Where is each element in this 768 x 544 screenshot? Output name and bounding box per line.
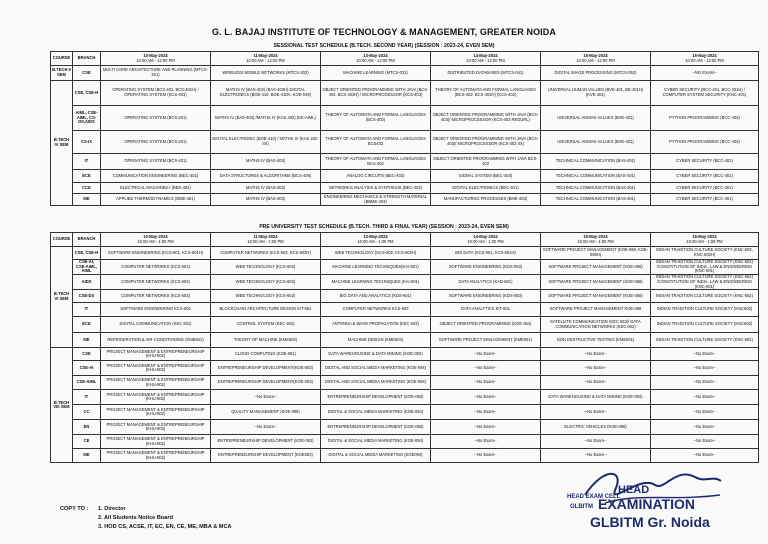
subject-cell: --No Exam-- <box>431 420 541 435</box>
exam-time: 10:00 AM - 12:00 PM <box>246 57 285 63</box>
third-final-heading: PRE UNIVERSITY TEST SCHEDULE (B.TECH. THIRD & FINAL YEAR) (SESSION : 2023-24, EVEN SEM) <box>259 224 509 230</box>
subject-cell: ELECTRICAL MACHINES-I (BEE-402) <box>101 183 211 194</box>
date-header <box>321 233 431 247</box>
subject-cell: MACHINE LEARNING TECHNIQUES(KAI-601) <box>321 260 431 275</box>
subject-cell: MATHS IV (BAS-403) /MATHS IV (KAS 402) (KE-AIML) <box>211 106 321 131</box>
date-header <box>431 52 541 66</box>
subject-cell: --No Exam-- <box>541 435 651 449</box>
subject-cell: BLOCKCHAIN ARCHITECTURE DESIGN KIT-061 <box>211 303 321 317</box>
subject-cell: OBJECT ORIENTED PROGRAMMING WITH JAVA (BCS-403)/ MICROPROCESSOR (KCS-403 REGURL) <box>431 106 541 131</box>
subject-cell: --No Exam-- <box>431 390 541 405</box>
subject-cell: SOFTWARE PROJECT MANAGEMENT (KOE-068) <box>541 290 651 303</box>
schedule-row <box>51 405 759 420</box>
subject-cell: PROJECT MANAGEMENT & ENTREPRENEURSHIP (KHU-802) <box>101 348 211 361</box>
subject-cell: PROJECT MANAGEMENT & ENTREPRENEURSHIP (KHU-802) <box>101 420 211 435</box>
stamp-glbitm: GLBITM <box>570 504 593 510</box>
exam-time: 10:00 AM - 1:00 PM <box>357 238 394 244</box>
date-header <box>211 52 321 66</box>
subject-cell: DIGITAL AND SOCIAL MEDIA MARKETING (KOE-094) <box>321 361 431 376</box>
exam-date: 13-May-2024 <box>363 52 388 58</box>
subject-cell: SOFTWARE PROJECT MANAGEMENT KOE-068 <box>541 303 651 317</box>
subject-cell: --No Exam-- <box>651 376 759 390</box>
schedule-row <box>51 131 759 154</box>
subject-cell: ANALOG CIRCUITS (BEC-403) <box>321 170 431 183</box>
subject-cell: MACHINE LEARNING TECHNIQUES (KAI-601) <box>321 275 431 290</box>
schedule-row <box>51 361 759 376</box>
subject-cell: SOFTWARE ENGINEERING KCS-601 <box>101 303 211 317</box>
stamp-examination: EXAMINATION <box>598 496 695 512</box>
subject-cell: SOFTWARE PROJECT MANAGEMENT (KME061) <box>431 333 541 348</box>
subject-cell: --No Exam-- <box>431 435 541 449</box>
exam-date: 16-May-2024 <box>692 233 717 239</box>
header-row <box>51 52 759 66</box>
subject-cell: UNIVERSAL HUMAN VALUES (BVE-401) <box>541 106 651 131</box>
subject-cell: --No Exam-- <box>541 348 651 361</box>
branch-cell: AIDS <box>73 275 101 290</box>
subject-cell: SOFTWARE PROJECT MANAGEMENT (KOE-068) <box>541 260 651 275</box>
subject-cell: --No Exam-- <box>651 390 759 405</box>
subject-cell: PROJECT MANAGEMENT & ENTREPRENEURSHIP (KHU-802) <box>101 376 211 390</box>
schedule-row <box>51 376 759 390</box>
exam-date: 16-May-2024 <box>692 52 717 58</box>
subject-cell: OBJECT ORIENTED PROGRAMMING (KOE 064) <box>431 317 541 333</box>
course-cell: B.TECH VI SEM <box>51 247 73 348</box>
exam-date: 11-May-2024 <box>253 233 278 239</box>
subject-cell: COMPUTER NETWORKS (KCS-603, KCS-603H) <box>211 247 321 260</box>
schedule-row <box>51 183 759 194</box>
subject-cell: ENTREPRENEURSHIP DEVELOPMENT(KOE-083) <box>211 361 321 376</box>
subject-cell: --No Exam-- <box>431 376 541 390</box>
subject-cell: --No Exam-- <box>431 348 541 361</box>
subject-cell: DIGITAL & SOCIAL MEDIA MARKETING (KOE094) <box>321 449 431 463</box>
copy-to-item: 2. All Students Notice Board <box>98 515 174 521</box>
date-header <box>431 233 541 247</box>
subject-cell: DATA STRUCTURES & ALGORITHMS (BCS-406) <box>211 170 321 183</box>
subject-cell: MANUFACTURING PROCESSES (BME-403) <box>431 194 541 206</box>
subject-cell: SOFTWARE PROJECT MANAGEMENT (KOE-068, KOE-068H) <box>541 247 651 260</box>
subject-cell: CONTROL SYSTEM (KEC 602) <box>211 317 321 333</box>
branch-cell: ME <box>73 333 101 348</box>
subject-cell: INDIAN TRADITION CULTURE SOCIETY (KNC602) <box>651 317 759 333</box>
branch-cell: IT <box>73 154 101 170</box>
branch-cell: CSE-AI <box>73 361 101 376</box>
subject-cell: INDIAN TRADITION CULTURE SOCIETY (KNC-602) /CONSTITUTION OF INDIA, LAW & ENGINEERING (KNC-601) <box>651 260 759 275</box>
exam-time: 10:00 AM - 12:00 PM <box>136 57 175 63</box>
subject-cell: DIGITAL IMAGE PROCESSING (MTCS-052) <box>541 66 651 81</box>
subject-cell: SIGNAL SYSTEM (BEC-403) <box>431 170 541 183</box>
subject-cell: ANTENNA & WAVE PROPAGATION (KEC 603) <box>321 317 431 333</box>
schedule-row <box>51 194 759 206</box>
schedule-row <box>51 420 759 435</box>
branch-cell: ME <box>73 194 101 206</box>
course-cell: B.TECH VIII SEM <box>51 348 73 463</box>
subject-cell: SOFTWARE ENGINEERING (KDS-063) <box>431 290 541 303</box>
subject-cell: WEB TECHNOLOGY (KCS-602) <box>211 275 321 290</box>
subject-cell: OPERATING SYSTEM (BCS-401) <box>101 131 211 154</box>
subject-cell: OPERATING SYSTEM (BCS-401) <box>101 154 211 170</box>
branch-header: BRANCH <box>73 52 101 66</box>
subject-cell: --No Exam-- <box>211 420 321 435</box>
subject-cell: DIGITAL ELECTRONIC (BOE-410) / MATHS IV (KAS 402-IIX) <box>211 131 321 154</box>
subject-cell: --No Exam-- <box>431 361 541 376</box>
subject-cell: UNIVERSAL HUMAN VALUES (BVE-401) <box>541 131 651 154</box>
subject-cell: MATHS IV (BAS-403) <box>211 194 321 206</box>
subject-cell: COMPUTER NETWORKS (KCS-603) <box>101 260 211 275</box>
subject-cell: INDIAN TRADITION CULTURE SOCIETY (KNC-602) /CONSTITUTION OF INDIA, LAW & ENGINEERING (KNC-601) <box>651 275 759 290</box>
subject-cell: DIGITAL & SOCIAL MEDIA MARKETING (KOE-094) <box>321 435 431 449</box>
subject-cell: APPLIED THERMODYNAMICS (BME-401) <box>101 194 211 206</box>
schedule-row <box>51 170 759 183</box>
date-header <box>101 233 211 247</box>
date-header <box>651 52 759 66</box>
subject-cell: TECHNICAL COMMUNICATION (BAS-401) <box>541 170 651 183</box>
subject-cell: CYBER SECURITY (BCC-401) <box>651 170 759 183</box>
subject-cell: BIG DATA AND ANALYTICS (KDS-601) <box>321 290 431 303</box>
subject-cell: ENTREPRENEURSHIP DEVELOPMENT (KOE083) <box>211 449 321 463</box>
date-header <box>101 52 211 66</box>
subject-cell: SATELLITE COMMUNICATION (KEC 063)/ DATA COMMUNICATION NETWORKS (KEC 062) <box>541 317 651 333</box>
branch-cell: AIML, CSE-AIML, CS-DS,AIDS <box>73 106 101 131</box>
subject-cell: PROJECT MANAGEMENT & ENTREPRENEURSHIP (KHU-802) <box>101 449 211 463</box>
subject-cell: WEB TECHNOLOGY (KCS-602) <box>211 260 321 275</box>
schedule-row <box>51 247 759 260</box>
branch-cell: CS-IX <box>73 131 101 154</box>
subject-cell: TECHNICAL COMMUNICATION (BAS-401) <box>541 154 651 170</box>
subject-cell: ENTREPRENEURSHIP DEVELOPMENT (KOE-083) <box>321 390 431 405</box>
subject-cell: BIG DATA (KCS-061, KCS-061H) <box>431 247 541 260</box>
copy-to-item: 1. Director <box>98 506 126 512</box>
subject-cell: PROJECT MANAGEMENT & ENTREPRENEURSHIP (KHU-802) <box>101 361 211 376</box>
subject-cell: CYBER SECURITY (BCC-401) <box>651 183 759 194</box>
course-cell: B.TECH II SEM <box>51 66 73 81</box>
exam-date: 15-May-2024 <box>583 52 608 58</box>
exam-time: 10:00 AM - 1:00 PM <box>137 238 174 244</box>
subject-cell: MULTI CORE ARCHITECTURE AND PLANNING (MTCS-201) <box>101 66 211 81</box>
subject-cell: CYBER SECURITY (BCC-401, BCC-401H) / COMPUTER SYSTEM SECURITY (KNC-401) <box>651 81 759 106</box>
exam-time: 10:00 AM - 1:00 PM <box>247 238 284 244</box>
institute-title: G. L. BAJAJ INSTITUTE OF TECHNOLOGY & MANAGEMENT, GREATER NOIDA <box>212 27 556 37</box>
stamp-head-exam-cell: HEAD EXAM CELL <box>567 494 621 500</box>
schedule-row <box>51 154 759 170</box>
subject-cell: OBJECT ORIENTED PROGRAMMING WITH JAVA (BCS-403, BCS-403H) / MICROPROCESSOR (KCS-403) <box>321 81 431 106</box>
subject-cell: INDIAN TRADITION CULTURE SOCIETY (KNC-602) <box>651 333 759 348</box>
subject-cell: DIGITAL ELECTRONICS (BEC-401) <box>431 183 541 194</box>
subject-cell: MACHINE DESIGN (KME603) <box>321 333 431 348</box>
schedule-row <box>51 390 759 405</box>
header-row <box>51 233 759 247</box>
course-cell: B.TECH IV SEM <box>51 81 73 206</box>
schedule-row <box>51 333 759 348</box>
subject-cell: --No Exam-- <box>651 405 759 420</box>
subject-cell: COMMUNICATION ENGINEERING (BEC-401) <box>101 170 211 183</box>
subject-cell: WEB TECHNOLOGY (KCS-602, KCS-602H) <box>321 247 431 260</box>
subject-cell: COMPUTER NETWORKS KCS-603 <box>321 303 431 317</box>
exam-date: 11-May-2024 <box>253 52 278 58</box>
subject-cell: DATA ANALYTICS (KAD-601) <box>431 275 541 290</box>
subject-cell: COMPUTER NETWORKS (KCS-603) <box>101 275 211 290</box>
subject-cell: THEORY OF AUTOMATA AND FORMAL LANGUAGES BCS402 <box>321 131 431 154</box>
schedule-row <box>51 303 759 317</box>
branch-header: BRANCH <box>73 233 101 247</box>
subject-cell: ENGINEERING MECHANICS & STRENGTH MATERIAL (BBME-403) <box>321 194 431 206</box>
subject-cell: INDIAN TRADITION CULTURE SOCIETY (KNC602) <box>651 303 759 317</box>
subject-cell: MATHS IV (BAS-403) <box>211 183 321 194</box>
subject-cell: DIGITAL & SOCIAL MEDIA MARKETING (KOE-094) <box>321 405 431 420</box>
subject-cell: --No Exam-- <box>541 376 651 390</box>
date-header <box>321 52 431 66</box>
branch-cell: CSE <box>73 66 101 81</box>
schedule-row <box>51 66 759 81</box>
exam-date: 10-May-2024 <box>143 52 168 58</box>
branch-cell: CSE-AIML <box>73 376 101 390</box>
schedule-row <box>51 260 759 275</box>
subject-cell: --No Exam-- <box>541 405 651 420</box>
subject-cell: WEB TECHNOLOGY (KCS-602) <box>211 290 321 303</box>
subject-cell: --No Exam-- <box>651 420 759 435</box>
schedule-row <box>51 317 759 333</box>
subject-cell: MATHS IV (BAS-403) <box>211 154 321 170</box>
subject-cell: UNIVERSAL HUMAN VALUES (BVE-401, BE-401H) (KVE-401) <box>541 81 651 106</box>
subject-cell: WIRELESS MOBILE NETWORKS (MTCS-202) <box>211 66 321 81</box>
subject-cell: THEORY OF AUTOMATA AND FORMAL LANGUAGES BCS-402 <box>321 154 431 170</box>
exam-date: 13-May-2024 <box>363 233 388 239</box>
subject-cell: REFRIGERATION & AIR-CONDITIONING (KME601) <box>101 333 211 348</box>
subject-cell: TECHNICAL COMMUNICATION (BAS-401) <box>541 194 651 206</box>
course-header: COURSE <box>51 52 73 66</box>
exam-date: 15-May-2024 <box>583 233 608 239</box>
date-header <box>211 233 321 247</box>
subject-cell: SOFTWARE ENGINEERING (KDS-063) <box>431 260 541 275</box>
exam-date: 14-May-2024 <box>473 52 498 58</box>
branch-cell: CCE <box>73 183 101 194</box>
subject-cell: PYTHON PROGRAMMING (BCC-402) <box>651 106 759 131</box>
exam-date: 10-May-2024 <box>143 233 168 239</box>
subject-cell: DATA ANALYTICS KIT-601 <box>431 303 541 317</box>
schedule-row <box>51 290 759 303</box>
subject-cell: THEORY OF AUTOMATA AND FORMAL LANGUAGES (BCS-402, BCS-402H) (KCS-402) <box>431 81 541 106</box>
subject-cell: --No Exam-- <box>651 348 759 361</box>
subject-cell: THEORY OF AUTOMATA AND FORMAL LANGUAGES (BCS-402) <box>321 106 431 131</box>
subject-cell: INDIAN TRADITION CULTURE SOCIETY (KNC-602) <box>651 290 759 303</box>
stamp-head: HEAD <box>618 484 650 496</box>
schedule-row <box>51 348 759 361</box>
second-year-table <box>50 51 759 206</box>
stamp-glbitm-noida: GLBITM Gr. Noida <box>590 514 710 530</box>
exam-time: 10:00 AM - 12:00 PM <box>576 57 615 63</box>
date-header <box>651 233 759 247</box>
subject-cell: PROJECT MANAGEMENT & ENTREPRENEURSHIP (KHU-802) <box>101 435 211 449</box>
subject-cell: SOFTWARE ENGINEERING (KCS-601, KCS-601H) <box>101 247 211 260</box>
branch-cell: EN <box>73 420 101 435</box>
schedule-row <box>51 106 759 131</box>
subject-cell: THEORY OF MACHINE (KME602) <box>211 333 321 348</box>
subject-cell: QUALITY MANAGEMENT (KOE-085) <box>211 405 321 420</box>
branch-cell: CSE-DS <box>73 290 101 303</box>
branch-cell: CSE, CSE-H <box>73 81 101 106</box>
subject-cell: NETWORKS ANALYSIS & SYNTHESIS (BEC-403) <box>321 183 431 194</box>
subject-cell: NON DESTRUCTIVE TESTING (KME061) <box>541 333 651 348</box>
subject-cell: --No Exam-- <box>651 435 759 449</box>
subject-cell: ENTREPRENEURSHIP DEVELOPMENT (KOE-083) <box>211 435 321 449</box>
date-header <box>541 52 651 66</box>
branch-cell: CSE-AI, CSE-AIML, AIML <box>73 260 101 275</box>
subject-cell: --No Exam-- <box>541 449 651 463</box>
subject-cell: --No Exam-- <box>651 449 759 463</box>
subject-cell: INDIAN TRADITION CULTURE SOCIETY (KNC-602, KNC-602H) <box>651 247 759 260</box>
branch-cell: CC <box>73 405 101 420</box>
subject-cell: DIGITAL COMMUNICATION (KEC 601) <box>101 317 211 333</box>
branch-cell: IT <box>73 303 101 317</box>
subject-cell: OPERATING SYSTEM (BCS-401) <box>101 106 211 131</box>
schedule-row <box>51 435 759 449</box>
branch-cell: IT <box>73 390 101 405</box>
third-final-table <box>50 232 759 463</box>
branch-cell: ECE <box>73 317 101 333</box>
branch-cell: CSE <box>73 348 101 361</box>
exam-time: 10:00 AM - 12:00 PM <box>685 57 724 63</box>
subject-cell: CYBER SECURITY (BCC-401) <box>651 154 759 170</box>
subject-cell: ENTREPRENEURSHIP DEVELOPMENT (KOE-083) <box>321 420 431 435</box>
subject-cell: CLOUD COMPUTING (KOE-081) <box>211 348 321 361</box>
subject-cell: PROJECT MANAGEMENT & ENTREPRENEURSHIP (KHU-802) <box>101 405 211 420</box>
branch-cell: ME <box>73 449 101 463</box>
second-year-heading: SESSIONAL TEST SCHEDULE (B.TECH. SECOND YEAR) (SESSION : 2023-24, EVEN SEM) <box>273 43 495 49</box>
subject-cell: MATHS IV (BAS-403) (BAS-403H) DIGITAL ELECTRONICS (BOE-410, BOE-410H, KOE-049) <box>211 81 321 106</box>
subject-cell: PROJECT MANAGEMENT & ENTREPRENEURSHIP (KHU-802) <box>101 390 211 405</box>
subject-cell: --No Exam-- <box>431 449 541 463</box>
subject-cell: --NO EXAM-- <box>651 66 759 81</box>
branch-cell: CE <box>73 435 101 449</box>
exam-time: 10:00 AM - 1:00 PM <box>577 238 614 244</box>
subject-cell: OBJECT ORIENTED PROGRAMMING WITH JAVA BCS-403 <box>431 154 541 170</box>
subject-cell: DISTRIBUTED DATABASES (MTCS-041) <box>431 66 541 81</box>
subject-cell: DIGITAL AND SOCIAL MEDIA MARKETING (KOE-094) <box>321 376 431 390</box>
copy-to-label: COPY TO : <box>60 506 89 512</box>
subject-cell: --No Exam-- <box>431 405 541 420</box>
exam-date: 14-May-2024 <box>473 233 498 239</box>
schedule-row <box>51 81 759 106</box>
subject-cell: ENTREPRENEURSHIP DEVELOPMENT(KOE-083) <box>211 376 321 390</box>
subject-cell: MACHINE LEARNING (MTCS-031) <box>321 66 431 81</box>
subject-cell: DATA WAREHOUSING & DATA MINING (KOE-093) <box>541 390 651 405</box>
subject-cell: SOFTWARE PROJECT MANAGEMENT (KOE-068) <box>541 275 651 290</box>
exam-time: 10:00 AM - 12:00 PM <box>466 57 505 63</box>
copy-to-item: 3. HOD CS, ACSE, IT, EC, EN, CE, ME, MBA & MCA <box>98 524 232 530</box>
subject-cell: PYTHON PROGRAMMING (BCC-402) <box>651 131 759 154</box>
exam-time: 10:00 AM - 1:00 PM <box>467 238 504 244</box>
subject-cell: CYBER SECURITY (BCC-401) <box>651 194 759 206</box>
branch-cell: CSE, CSE-H <box>73 247 101 260</box>
subject-cell: --No Exam-- <box>211 390 321 405</box>
course-header: COURSE <box>51 233 73 247</box>
schedule-row <box>51 275 759 290</box>
subject-cell: --No Exam-- <box>541 361 651 376</box>
subject-cell: ELECTRIC VEHICLES (KOE-098) <box>541 420 651 435</box>
exam-time: 10:00 AM - 1:00 PM <box>686 238 723 244</box>
subject-cell: OBJECT ORIENTED PROGRAMMING WITH JAVA (BCS-403)/ MICROPROCESSOR (KCS-403 IIX) <box>431 131 541 154</box>
exam-time: 10:00 AM - 12:00 PM <box>356 57 395 63</box>
subject-cell: TECHNICAL COMMUNICATION (BAS-401) <box>541 183 651 194</box>
subject-cell: DATA WAREHOUSING & DATA MINING (KOE-093) <box>321 348 431 361</box>
date-header <box>541 233 651 247</box>
subject-cell: --No Exam-- <box>651 361 759 376</box>
subject-cell: COMPUTER NETWORKS (KCS-603) <box>101 290 211 303</box>
subject-cell: OPERATING SYSTEM (BCS-401, BCS-401H) / OPERATING SYSTEM (KCS-401) <box>101 81 211 106</box>
branch-cell: ECE <box>73 170 101 183</box>
